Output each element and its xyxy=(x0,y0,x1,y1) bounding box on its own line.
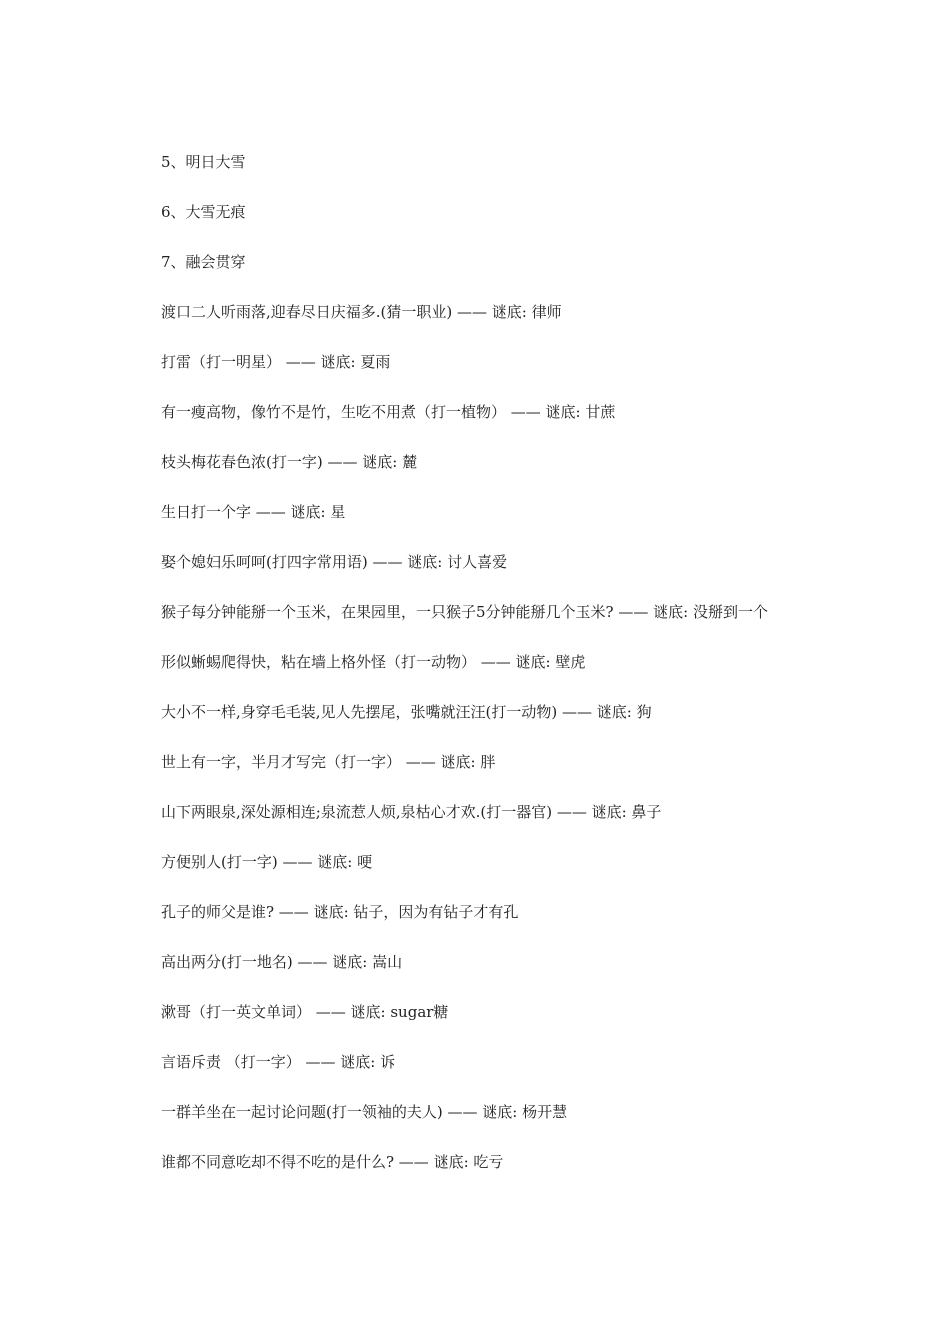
riddle-paragraph: 言语斥责 （打一字） —— 谜底: 诉 xyxy=(161,1053,396,1071)
riddle-paragraph: 打雷（打一明星） —— 谜底: 夏雨 xyxy=(161,353,391,371)
riddle-paragraph: 漱哥（打一英文单词） —— 谜底: sugar糖 xyxy=(161,1003,449,1021)
riddle-paragraph: 大小不一样,身穿毛毛装,见人先摆尾，张嘴就汪汪(打一动物) —— 谜底: 狗 xyxy=(161,703,652,721)
riddle-paragraph: 有一瘦高物，像竹不是竹，生吃不用煮（打一植物） —— 谜底: 甘蔗 xyxy=(161,403,616,421)
paragraph-item-5: 5、明日大雪 xyxy=(161,153,246,171)
riddle-paragraph: 方便别人(打一字) —— 谜底: 哽 xyxy=(161,853,373,871)
riddle-paragraph: 世上有一字，半月才写完（打一字） —— 谜底: 胖 xyxy=(161,753,496,771)
riddle-paragraph: 孔子的师父是谁? —— 谜底: 钻子，因为有钻子才有孔 xyxy=(161,903,519,921)
riddle-paragraph: 高出两分(打一地名) —— 谜底: 嵩山 xyxy=(161,953,403,971)
riddle-paragraph: 山下两眼泉,深处源相连;泉流惹人烦,泉枯心才欢.(打一器官) —— 谜底: 鼻子 xyxy=(161,803,662,821)
riddle-paragraph: 谁都不同意吃却不得不吃的是什么? —— 谜底: 吃亏 xyxy=(161,1153,504,1171)
paragraph-item-7: 7、融会贯穿 xyxy=(161,253,246,271)
riddle-paragraph: 猴子每分钟能掰一个玉米，在果园里，一只猴子5分钟能掰几个玉米? —— 谜底: 没掰到一个 xyxy=(161,603,768,621)
riddle-paragraph: 渡口二人听雨落,迎春尽日庆福多.(猜一职业) —— 谜底: 律师 xyxy=(161,303,562,321)
riddle-paragraph: 生日打一个字 —— 谜底: 星 xyxy=(161,503,346,521)
document-body xyxy=(146,150,816,1200)
riddle-paragraph: 一群羊坐在一起讨论问题(打一领袖的夫人) —— 谜底: 杨开慧 xyxy=(161,1103,568,1121)
riddle-paragraph: 娶个媳妇乐呵呵(打四字常用语) —— 谜底: 讨人喜爱 xyxy=(161,553,508,571)
riddle-paragraph: 形似蜥蜴爬得快，粘在墙上格外怪（打一动物） —— 谜底: 壁虎 xyxy=(161,653,586,671)
paragraph-item-6: 6、大雪无痕 xyxy=(161,203,246,221)
riddle-paragraph: 枝头梅花春色浓(打一字) —— 谜底: 麓 xyxy=(161,453,418,471)
